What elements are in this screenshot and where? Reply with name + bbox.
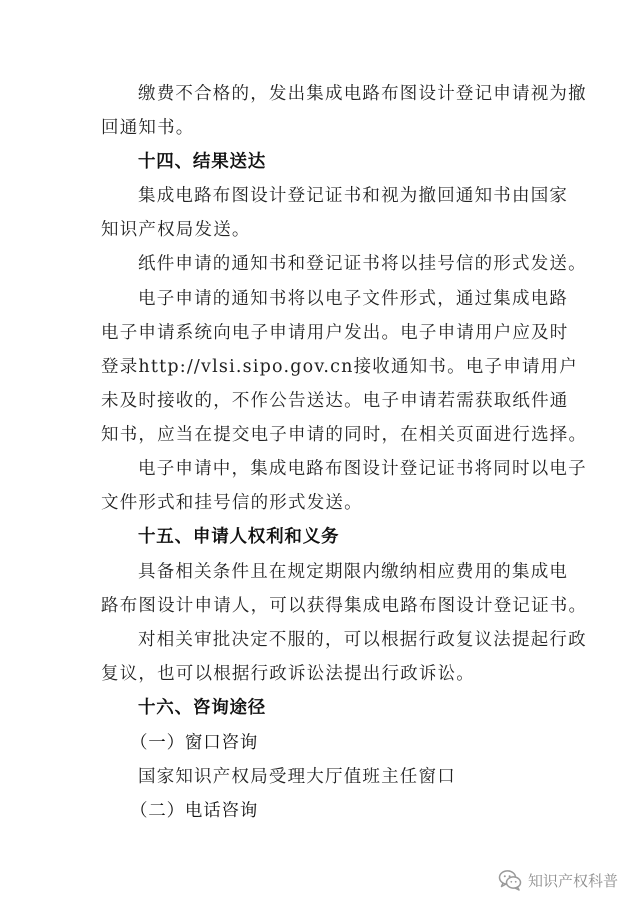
sub-heading-phone: （二）电话咨询 [130,801,259,821]
paragraph-line: 集成电路布图设计登记证书和视为撤回通知书由国家 [138,186,569,206]
paragraph-line: 回通知书。 [101,118,195,138]
wechat-icon [498,869,522,891]
section-heading-14: 十四、结果送达 [138,152,267,172]
paragraph-line: 登录http://vlsi.sipo.gov.cn接收通知书。电子申请用户 [101,357,579,377]
section-heading-16: 十六、咨询途径 [138,698,267,718]
paragraph-line: 对相关审批决定不服的，可以根据行政复议法提起行政 [138,630,587,650]
paragraph-line: 缴费不合格的，发出集成电路布图设计登记申请视为撤 [138,84,587,104]
paragraph-line: 路布图设计申请人，可以获得集成电路布图设计登记证书。 [101,596,588,616]
section-heading-15: 十五、申请人权利和义务 [138,527,340,547]
paragraph-line: 电子申请中，集成电路布图设计登记证书将同时以电子 [138,459,587,479]
paragraph-line: 文件形式和挂号信的形式发送。 [101,493,363,513]
paragraph-line: 国家知识产权局受理大厅值班主任窗口 [138,767,456,787]
watermark-text: 知识产权科普 [527,871,618,890]
paragraph-line: 具备相关条件且在规定期限内缴纳相应费用的集成电 [138,562,569,582]
paragraph-line: 知识产权局发送。 [101,220,251,240]
paragraph-line: 纸件申请的通知书和登记证书将以挂号信的形式发送。 [138,254,587,274]
paragraph-line: 未及时接收的，不作公告送达。电子申请若需获取纸件通 [101,391,569,411]
paragraph-line: 电子申请系统向电子申请用户发出。电子申请用户应及时 [101,323,569,343]
sub-heading-window: （一）窗口咨询 [130,733,259,753]
paragraph-line: 知书，应当在提交电子申请的同时，在相关页面进行选择。 [101,425,588,445]
watermark [498,869,618,891]
paragraph-line: 复议，也可以根据行政诉讼法提出行政诉讼。 [101,664,475,684]
paragraph-line: 电子申请的通知书将以电子文件形式，通过集成电路 [138,289,569,309]
